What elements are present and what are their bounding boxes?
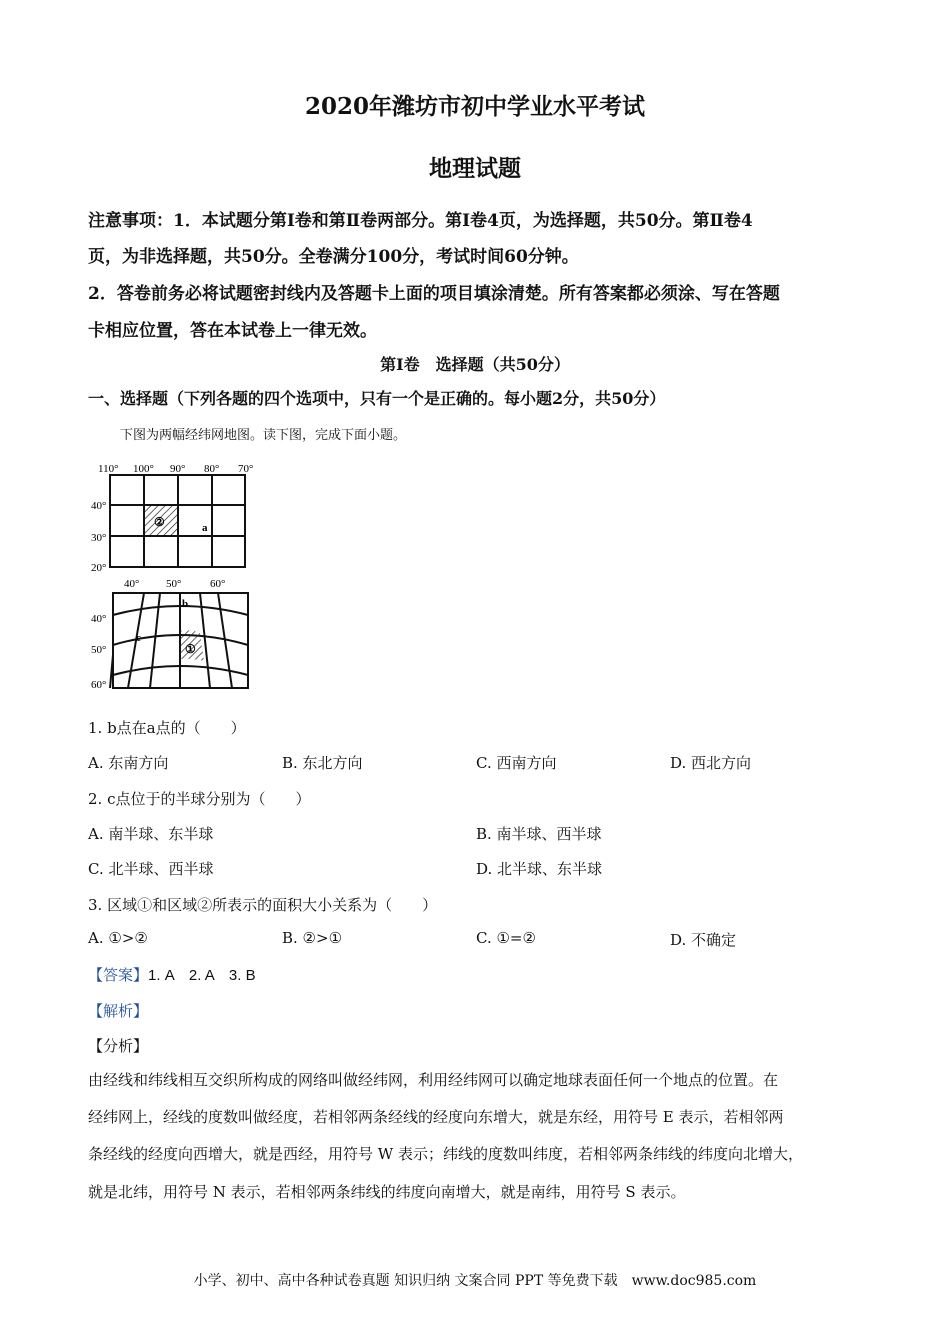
map1-lon-label: 90° [170, 463, 186, 475]
answer-line [88, 964, 256, 985]
answer-label: 【答案】 [88, 966, 149, 984]
part-title: 一、选择题（下列各题的四个选项中，只有一个是正确的。每小题2分，共50分） [88, 389, 666, 408]
question-3-option: B. ②>① [282, 929, 343, 947]
question-3-option: C. ①=② [476, 929, 536, 947]
figure-intro: 下图为两幅经纬网地图。读下图，完成下面小题。 [120, 428, 407, 443]
map1-lon-label: 100° [133, 463, 154, 475]
map2-lat-label: 40° [91, 613, 107, 625]
notice-line-3: 2．答卷前务必将试题密封线内及答题卡上面的项目填涂清楚。所有答案都必须涂、写在答题 [88, 284, 780, 304]
page-footer: 小学、初中、高中各种试卷真题 知识归纳 文案合同 PPT 等免费下载 www.doc985.com [193, 1273, 757, 1289]
map2-point-c: c [136, 632, 141, 644]
map2-point-b: b [182, 598, 189, 610]
map2-lat-label: 60° [91, 679, 107, 691]
map1-lat-label: 40° [91, 500, 107, 512]
question-2-option: A. 南半球、东半球 [88, 825, 214, 843]
page-title: 2020年潍坊市初中学业水平考试 [304, 93, 645, 120]
map2-grid [110, 593, 248, 688]
map2-lon-label: 40° [124, 578, 140, 590]
analysis-label: 【解析】 [88, 1002, 149, 1020]
map1-lat-label: 30° [91, 532, 107, 544]
map1-lon-label: 80° [204, 463, 220, 475]
question-1-option: D. 西北方向 [670, 754, 752, 772]
map2-lon-label: 50° [166, 578, 182, 590]
question-1-option: C. 西南方向 [476, 754, 557, 772]
question-2-stem: 2. c点位于的半球分别为（ ） [88, 790, 311, 808]
page-subtitle: 地理试题 [429, 155, 521, 182]
answer-text: 1. A 2. A 3. B [148, 967, 256, 984]
analysis-line-3: 条经线的经度向西增大，就是西经，用符号 W 表示；纬线的度数叫纬度，若相邻两条纬线的纬度向北增大， [88, 1145, 803, 1163]
question-1-option: A. 东南方向 [88, 754, 169, 772]
analysis-line-2: 经纬网上，经线的度数叫做经度，若相邻两条经线的经度向东增大，就是东经，用符号 E 表示，若相邻两 [88, 1108, 784, 1126]
question-3-option: D. 不确定 [670, 931, 737, 949]
question-1-stem: 1. b点在a点的（ ） [88, 719, 246, 737]
question-2-option: C. 北半球、西半球 [88, 860, 214, 878]
notice-line-1: 注意事项：1．本试题分第Ⅰ卷和第Ⅱ卷两部分。第Ⅰ卷4页，为选择题，共50分。第Ⅱ卷4 [88, 211, 753, 231]
map1-lon-label: 70° [238, 463, 254, 475]
map1-lon-label: 110° [98, 463, 119, 475]
notice-line-2: 页，为非选择题，共50分。全卷满分100分，考试时间60分钟。 [88, 247, 579, 267]
map1-point-a: a [202, 522, 208, 534]
graticule-maps-figure [88, 455, 273, 695]
question-3-option: A. ①>② [88, 929, 148, 947]
map1-region-label: ② [154, 515, 165, 529]
map1-lat-label: 20° [91, 562, 107, 574]
analysis-line-1: 由经线和纬线相互交织所构成的网络叫做经纬网，利用经纬网可以确定地球表面任何一个地点的位置。在 [88, 1071, 779, 1089]
map2-region-label: ① [185, 642, 196, 656]
section-heading: 第Ⅰ卷 选择题（共50分） [380, 355, 570, 374]
fenxi-label: 【分析】 [88, 1037, 149, 1055]
question-3-stem: 3. 区域①和区域②所表示的面积大小关系为（ ） [88, 896, 438, 914]
map2-lon-label: 60° [210, 578, 226, 590]
map2-lat-label: 50° [91, 644, 107, 656]
question-2-option: D. 北半球、东半球 [476, 860, 603, 878]
map1-grid [110, 475, 245, 567]
analysis-line-4: 就是北纬，用符号 N 表示，若相邻两条纬线的纬度向南增大，就是南纬，用符号 S 表示。 [88, 1183, 686, 1201]
question-1-option: B. 东北方向 [282, 754, 363, 772]
notice-line-4: 卡相应位置，答在本试卷上一律无效。 [88, 321, 377, 341]
question-2-option: B. 南半球、西半球 [476, 825, 602, 843]
